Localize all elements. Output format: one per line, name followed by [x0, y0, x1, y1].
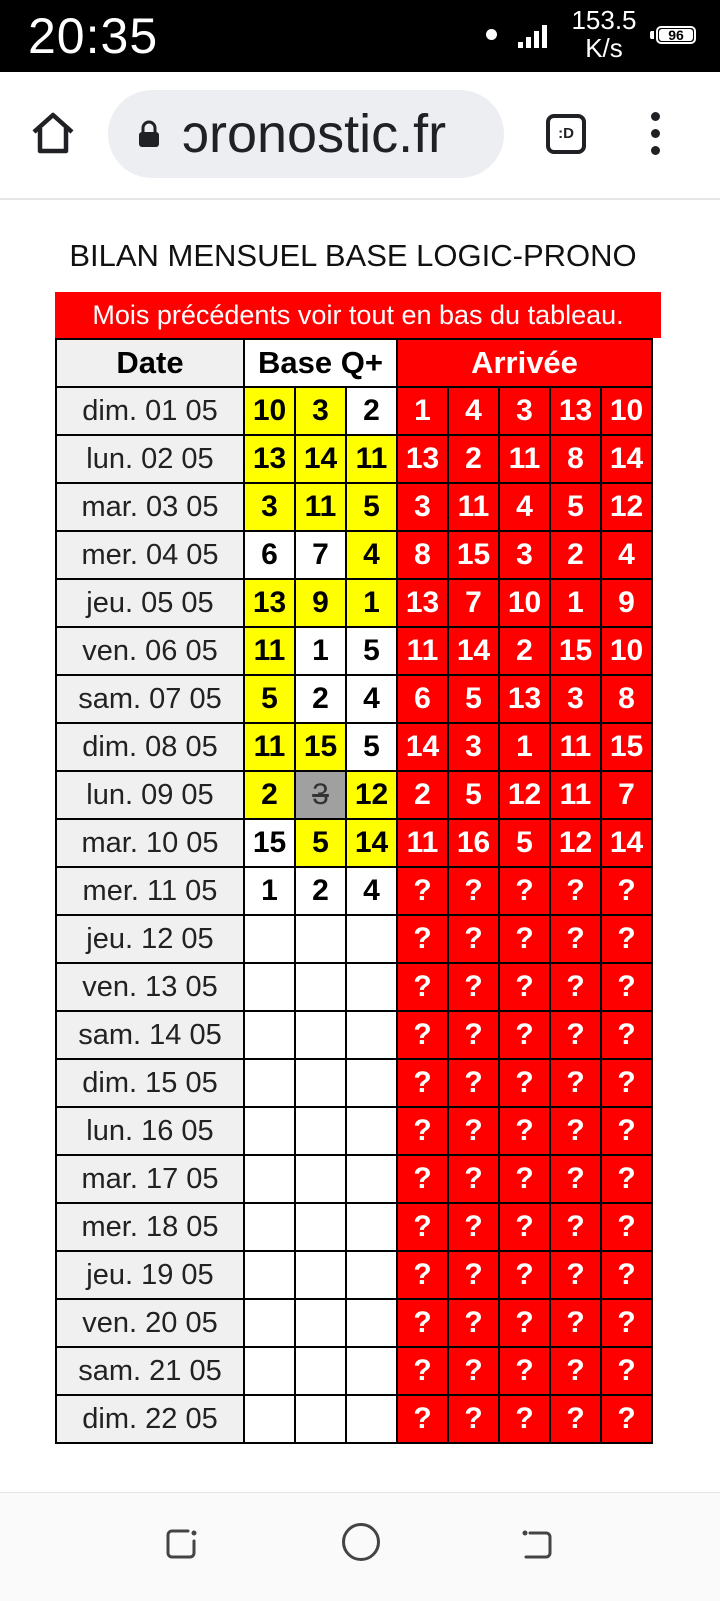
arrivee-cell: ? — [397, 1011, 448, 1059]
arrivee-cell: 7 — [448, 579, 499, 627]
base-cell — [244, 1251, 295, 1299]
arrivee-cell: 5 — [448, 675, 499, 723]
table-row — [56, 1347, 652, 1395]
menu-icon[interactable] — [650, 112, 660, 156]
row-date: jeu. 05 05 — [56, 579, 244, 627]
arrivee-cell: ? — [601, 867, 652, 915]
base-cell: 5 — [346, 723, 397, 771]
arrivee-cell: 3 — [499, 531, 550, 579]
network-speed — [566, 6, 642, 62]
base-cell: 4 — [346, 531, 397, 579]
battery-level: 96 — [668, 27, 684, 43]
arrivee-cell: ? — [550, 867, 601, 915]
browser-toolbar — [0, 72, 720, 200]
speed-unit: K/s — [585, 33, 623, 63]
row-date: mar. 03 05 — [56, 483, 244, 531]
arrivee-cell: ? — [550, 1347, 601, 1395]
arrivee-cell: ? — [499, 1299, 550, 1347]
arrivee-cell: ? — [397, 1155, 448, 1203]
back-icon[interactable] — [520, 1527, 554, 1561]
arrivee-cell: ? — [499, 1155, 550, 1203]
table-row — [56, 1251, 652, 1299]
arrivee-cell: ? — [550, 1251, 601, 1299]
arrivee-cell: 11 — [550, 723, 601, 771]
arrivee-cell: 14 — [601, 435, 652, 483]
base-cell — [346, 963, 397, 1011]
arrivee-cell: 14 — [448, 627, 499, 675]
arrivee-cell: 8 — [550, 435, 601, 483]
arrivee-cell: ? — [601, 1299, 652, 1347]
home-icon[interactable] — [30, 110, 76, 156]
arrivee-cell: 3 — [550, 675, 601, 723]
base-cell — [346, 1203, 397, 1251]
arrivee-cell: ? — [448, 867, 499, 915]
base-cell — [346, 1251, 397, 1299]
base-cell: 4 — [346, 675, 397, 723]
base-cell — [295, 963, 346, 1011]
arrivee-cell: ? — [601, 915, 652, 963]
base-cell — [295, 1395, 346, 1443]
arrivee-cell: ? — [397, 915, 448, 963]
table-row — [56, 483, 652, 531]
arrivee-cell: ? — [397, 867, 448, 915]
base-cell — [244, 1155, 295, 1203]
arrivee-cell: ? — [448, 1011, 499, 1059]
header-arrivee: Arrivée — [397, 339, 652, 387]
arrivee-cell: ? — [397, 1251, 448, 1299]
status-bar — [0, 0, 720, 72]
table-row — [56, 1203, 652, 1251]
arrivee-cell: ? — [448, 1203, 499, 1251]
base-cell: 3 — [244, 483, 295, 531]
base-cell — [295, 1011, 346, 1059]
arrivee-cell: ? — [499, 915, 550, 963]
row-date: mar. 10 05 — [56, 819, 244, 867]
arrivee-cell: ? — [448, 1395, 499, 1443]
base-cell: 11 — [295, 483, 346, 531]
arrivee-cell: 11 — [499, 435, 550, 483]
arrivee-cell: 5 — [550, 483, 601, 531]
table-row — [56, 435, 652, 483]
arrivee-cell: 2 — [550, 531, 601, 579]
signal-icon — [518, 20, 558, 50]
arrivee-cell: ? — [601, 1059, 652, 1107]
arrivee-cell: 4 — [448, 387, 499, 435]
row-date: ven. 20 05 — [56, 1299, 244, 1347]
page-title: BILAN MENSUEL BASE LOGIC-PRONO — [69, 238, 637, 273]
arrivee-cell: ? — [448, 1251, 499, 1299]
arrivee-cell: ? — [550, 1155, 601, 1203]
arrivee-cell: 1 — [550, 579, 601, 627]
row-date: lun. 02 05 — [56, 435, 244, 483]
table-row — [56, 819, 652, 867]
home-circle-icon[interactable] — [342, 1523, 380, 1561]
arrivee-cell: ? — [397, 1203, 448, 1251]
arrivee-cell: ? — [448, 963, 499, 1011]
table-row — [56, 963, 652, 1011]
table-row — [56, 579, 652, 627]
base-cell: 2 — [346, 387, 397, 435]
base-cell: 1 — [346, 579, 397, 627]
base-cell — [244, 1203, 295, 1251]
table-row — [56, 531, 652, 579]
arrivee-cell: ? — [448, 1107, 499, 1155]
base-cell — [295, 1059, 346, 1107]
arrivee-cell: ? — [397, 1059, 448, 1107]
arrivee-cell: 13 — [397, 435, 448, 483]
base-cell — [346, 1059, 397, 1107]
arrivee-cell: 12 — [601, 483, 652, 531]
results-table — [55, 338, 653, 1444]
base-cell — [346, 1347, 397, 1395]
table-row — [56, 771, 652, 819]
row-date: mer. 11 05 — [56, 867, 244, 915]
arrivee-cell: ? — [499, 1203, 550, 1251]
header-date: Date — [56, 339, 244, 387]
arrivee-cell: ? — [601, 1251, 652, 1299]
table-row — [56, 627, 652, 675]
base-cell: 9 — [295, 579, 346, 627]
arrivee-cell: 1 — [499, 723, 550, 771]
row-date: mer. 18 05 — [56, 1203, 244, 1251]
base-cell — [295, 1347, 346, 1395]
base-cell — [295, 1251, 346, 1299]
base-cell — [244, 1011, 295, 1059]
arrivee-cell: 6 — [397, 675, 448, 723]
base-cell: 2 — [295, 675, 346, 723]
base-cell — [244, 1059, 295, 1107]
row-date: dim. 08 05 — [56, 723, 244, 771]
row-date: mer. 04 05 — [56, 531, 244, 579]
base-cell: 13 — [244, 579, 295, 627]
arrivee-cell: ? — [499, 963, 550, 1011]
arrivee-cell: 2 — [397, 771, 448, 819]
arrivee-cell: ? — [550, 963, 601, 1011]
arrivee-cell: ? — [499, 1251, 550, 1299]
table-row — [56, 1155, 652, 1203]
clock: 20:35 — [28, 8, 159, 64]
arrivee-cell: 13 — [397, 579, 448, 627]
recent-apps-icon[interactable] — [164, 1527, 198, 1561]
base-cell: 6 — [244, 531, 295, 579]
arrivee-cell: ? — [499, 1395, 550, 1443]
arrivee-cell: 11 — [550, 771, 601, 819]
arrivee-cell: ? — [397, 1395, 448, 1443]
row-date: sam. 21 05 — [56, 1347, 244, 1395]
header-base: Base Q+ — [244, 339, 397, 387]
tab-switcher-icon[interactable]: :D — [546, 114, 586, 154]
row-date: dim. 22 05 — [56, 1395, 244, 1443]
base-cell — [295, 1107, 346, 1155]
arrivee-cell: 13 — [550, 387, 601, 435]
base-cell: 1 — [295, 627, 346, 675]
arrivee-cell: ? — [397, 1347, 448, 1395]
row-date: sam. 07 05 — [56, 675, 244, 723]
arrivee-cell: ? — [448, 1059, 499, 1107]
row-date: sam. 14 05 — [56, 1011, 244, 1059]
row-date: jeu. 12 05 — [56, 915, 244, 963]
arrivee-cell: 2 — [499, 627, 550, 675]
table-row — [56, 723, 652, 771]
arrivee-cell: ? — [499, 1347, 550, 1395]
previous-months-notice: Mois précédents voir tout en bas du tableau. — [55, 292, 661, 338]
arrivee-cell: ? — [499, 867, 550, 915]
arrivee-cell: 12 — [550, 819, 601, 867]
battery-tip — [650, 31, 654, 39]
arrivee-cell: 3 — [499, 387, 550, 435]
base-cell: 5 — [244, 675, 295, 723]
row-date: lun. 09 05 — [56, 771, 244, 819]
arrivee-cell: ? — [550, 1395, 601, 1443]
notification-dot-icon — [486, 29, 497, 40]
arrivee-cell: 10 — [601, 627, 652, 675]
arrivee-cell: ? — [397, 1299, 448, 1347]
base-cell: 11 — [244, 723, 295, 771]
url-text: ɔronostic.fr — [182, 104, 447, 164]
base-cell: 13 — [244, 435, 295, 483]
base-cell: 12 — [346, 771, 397, 819]
system-nav-bar — [0, 1492, 720, 1601]
base-cell — [244, 1347, 295, 1395]
table-header-row — [56, 339, 652, 387]
arrivee-cell: 2 — [448, 435, 499, 483]
base-cell — [244, 1107, 295, 1155]
arrivee-cell: ? — [601, 1155, 652, 1203]
base-cell: 5 — [295, 819, 346, 867]
arrivee-cell: 11 — [397, 627, 448, 675]
arrivee-cell: ? — [601, 1347, 652, 1395]
arrivee-cell: ? — [397, 963, 448, 1011]
arrivee-cell: ? — [448, 1347, 499, 1395]
base-cell — [244, 915, 295, 963]
table-row — [56, 915, 652, 963]
base-cell — [346, 1395, 397, 1443]
table-body — [56, 387, 652, 1443]
arrivee-cell: 12 — [499, 771, 550, 819]
arrivee-cell: 14 — [397, 723, 448, 771]
arrivee-cell: 4 — [499, 483, 550, 531]
arrivee-cell: ? — [448, 1155, 499, 1203]
table-row — [56, 1107, 652, 1155]
base-cell — [295, 1299, 346, 1347]
base-cell: 3 — [295, 771, 346, 819]
arrivee-cell: 4 — [601, 531, 652, 579]
arrivee-cell: 3 — [448, 723, 499, 771]
arrivee-cell: 15 — [550, 627, 601, 675]
row-date: ven. 13 05 — [56, 963, 244, 1011]
arrivee-cell: 11 — [397, 819, 448, 867]
arrivee-cell: 15 — [448, 531, 499, 579]
table-row — [56, 1011, 652, 1059]
arrivee-cell: ? — [601, 1011, 652, 1059]
table-row — [56, 1299, 652, 1347]
base-cell — [346, 915, 397, 963]
arrivee-cell: ? — [550, 1203, 601, 1251]
arrivee-cell: ? — [601, 1395, 652, 1443]
arrivee-cell: 8 — [601, 675, 652, 723]
arrivee-cell: ? — [448, 1299, 499, 1347]
arrivee-cell: 10 — [499, 579, 550, 627]
arrivee-cell: 9 — [601, 579, 652, 627]
base-cell — [244, 963, 295, 1011]
arrivee-cell: ? — [550, 915, 601, 963]
base-cell: 4 — [346, 867, 397, 915]
table-row — [56, 1395, 652, 1443]
lock-icon — [138, 120, 160, 148]
row-date: jeu. 19 05 — [56, 1251, 244, 1299]
row-date: dim. 15 05 — [56, 1059, 244, 1107]
arrivee-cell: ? — [397, 1107, 448, 1155]
base-cell: 7 — [295, 531, 346, 579]
table-row — [56, 387, 652, 435]
base-cell: 10 — [244, 387, 295, 435]
base-cell: 1 — [244, 867, 295, 915]
row-date: lun. 16 05 — [56, 1107, 244, 1155]
base-cell: 2 — [295, 867, 346, 915]
base-cell — [244, 1395, 295, 1443]
speed-value: 153.5 — [571, 5, 637, 35]
table-row — [56, 675, 652, 723]
base-cell — [295, 1203, 346, 1251]
base-cell — [295, 1155, 346, 1203]
arrivee-cell: ? — [499, 1107, 550, 1155]
arrivee-cell: 11 — [448, 483, 499, 531]
battery-icon — [656, 26, 696, 44]
base-cell — [346, 1299, 397, 1347]
row-date: ven. 06 05 — [56, 627, 244, 675]
arrivee-cell: ? — [448, 915, 499, 963]
address-bar[interactable] — [108, 90, 504, 178]
arrivee-cell: ? — [601, 1203, 652, 1251]
arrivee-cell: 5 — [499, 819, 550, 867]
arrivee-cell: ? — [499, 1011, 550, 1059]
base-cell — [346, 1107, 397, 1155]
arrivee-cell: ? — [550, 1107, 601, 1155]
base-cell — [244, 1299, 295, 1347]
base-cell — [346, 1011, 397, 1059]
arrivee-cell: 7 — [601, 771, 652, 819]
base-cell: 15 — [295, 723, 346, 771]
base-cell — [346, 1155, 397, 1203]
arrivee-cell: 5 — [448, 771, 499, 819]
arrivee-cell: ? — [550, 1059, 601, 1107]
base-cell: 5 — [346, 627, 397, 675]
base-cell: 11 — [244, 627, 295, 675]
base-cell: 14 — [295, 435, 346, 483]
table-row — [56, 867, 652, 915]
row-date: mar. 17 05 — [56, 1155, 244, 1203]
base-cell — [295, 915, 346, 963]
arrivee-cell: 1 — [397, 387, 448, 435]
arrivee-cell: ? — [550, 1011, 601, 1059]
base-cell: 11 — [346, 435, 397, 483]
base-cell: 5 — [346, 483, 397, 531]
arrivee-cell: ? — [550, 1299, 601, 1347]
row-date: dim. 01 05 — [56, 387, 244, 435]
arrivee-cell: ? — [601, 1107, 652, 1155]
base-cell: 14 — [346, 819, 397, 867]
base-cell: 15 — [244, 819, 295, 867]
arrivee-cell: ? — [499, 1059, 550, 1107]
arrivee-cell: 16 — [448, 819, 499, 867]
arrivee-cell: 10 — [601, 387, 652, 435]
arrivee-cell: ? — [601, 963, 652, 1011]
arrivee-cell: 8 — [397, 531, 448, 579]
arrivee-cell: 13 — [499, 675, 550, 723]
arrivee-cell: 3 — [397, 483, 448, 531]
arrivee-cell: 14 — [601, 819, 652, 867]
table-row — [56, 1059, 652, 1107]
arrivee-cell: 15 — [601, 723, 652, 771]
base-cell: 2 — [244, 771, 295, 819]
base-cell: 3 — [295, 387, 346, 435]
